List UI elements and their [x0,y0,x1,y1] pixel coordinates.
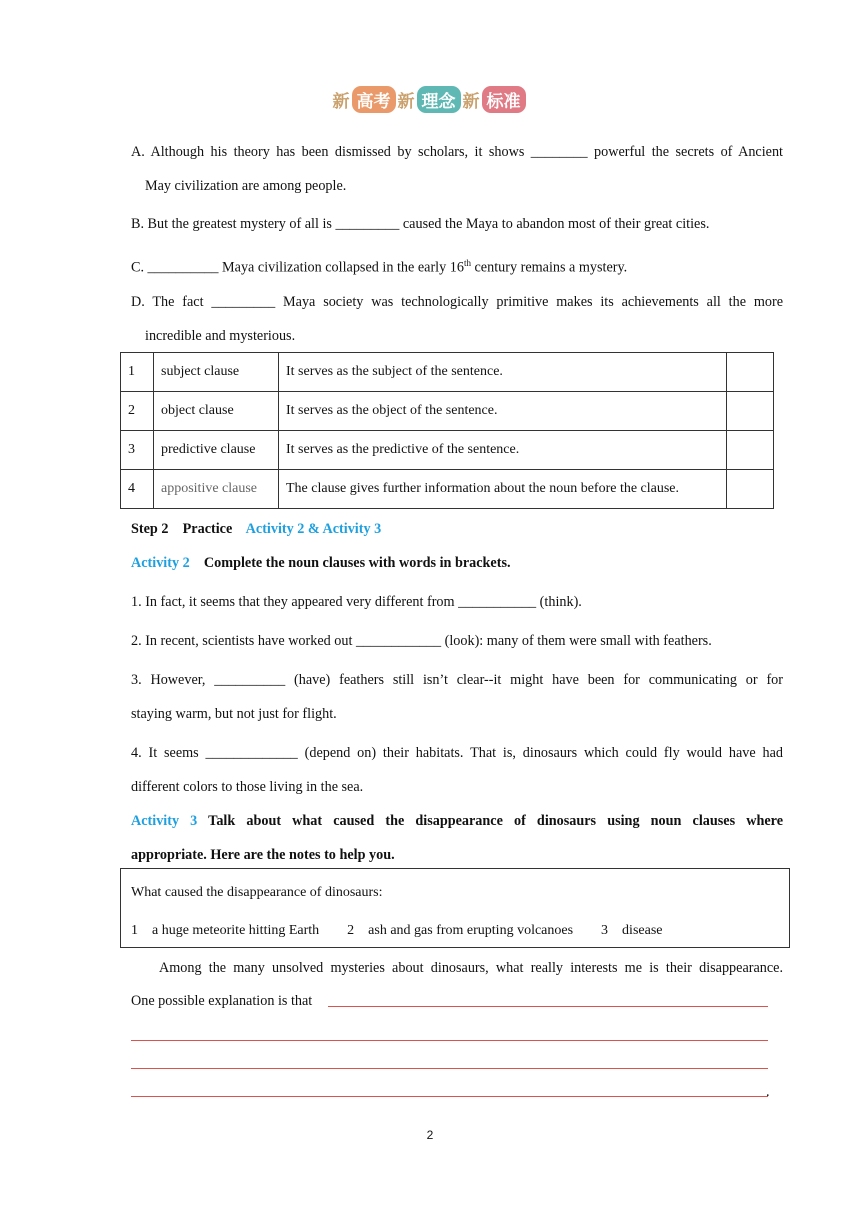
activity2-title: Complete the noun clauses with words in brackets. [203,555,511,571]
option-c-text: C. __________ Maya civilization collapsed in the early 16 [131,259,464,276]
clause-type: object clause [154,392,279,431]
logo-pill: 高考 [352,86,396,113]
activity3-heading-line1 [131,811,783,831]
clause-table [120,352,774,509]
option-c-text-end: century remains a mystery. [470,259,628,276]
option-a-line1: A. Although his theory has been dismissed by scholars, it shows ________ powerful the secrets of Ancient [131,144,783,160]
question-4-line1: 4. It seems _____________ (depend on) their habitats. That is, dinosaurs which could fly would have had [131,745,783,761]
activity3-heading-line2: appropriate. Here are the notes to help you. [131,847,395,863]
table-row [121,353,774,392]
question-1: 1. In fact, it seems that they appeared very different from ___________ (think). [131,594,582,610]
question-3-line1: 3. However, __________ (have) feathers still isn’t clear--it might have been for communicating or for [131,672,783,688]
activity3-title: Talk about what caused the disappearance of dinosaurs using noun clauses where [208,813,783,829]
table-row [121,470,774,509]
closing-period: . [766,1084,770,1100]
answer-cell[interactable] [727,470,774,509]
option-b: B. But the greatest mystery of all is _________ caused the Maya to abandon most of their great cities. [131,216,710,232]
option-d-line2: incredible and mysterious. [145,328,296,344]
clause-type: predictive clause [154,431,279,470]
option-c [131,253,627,278]
writing-paragraph-line2: One possible explanation is that [131,993,313,1009]
step2-heading [131,519,381,539]
question-4-line2: different colors to those living in the sea. [131,779,364,795]
row-number: 2 [121,392,154,431]
step2-activities: Activity 2 & Activity 3 [245,521,382,537]
question-2: 2. In recent, scientists have worked out ____________ (look): many of them were small with feathers. [131,633,712,649]
option-c-superscript: th [463,258,471,268]
answer-cell[interactable] [727,392,774,431]
table-row [121,431,774,470]
row-number: 3 [121,431,154,470]
row-number: 1 [121,353,154,392]
page-number: 2 [426,1128,434,1142]
answer-cell[interactable] [727,431,774,470]
answer-line[interactable] [131,1040,768,1041]
writing-paragraph-line1: Among the many unsolved mysteries about dinosaurs, what really interests me is their disappearance. [159,960,783,976]
question-3-line2: staying warm, but not just for flight. [131,706,337,722]
logo-pill: 理念 [417,86,461,113]
row-number: 4 [121,470,154,509]
logo-char: 新 [332,92,350,112]
notes-items: 1 a huge meteorite hitting Earth 2 ash and gas from erupting volcanoes 3 disease [131,923,663,938]
table-row [121,392,774,431]
clause-description: It serves as the predictive of the sentence. [279,431,727,470]
clause-type: subject clause [154,353,279,392]
logo-char: 新 [462,92,480,112]
activity2-heading [131,553,511,573]
clause-description: The clause gives further information about the noun before the clause. [279,470,727,509]
notes-title: What caused the disappearance of dinosaurs: [131,885,383,900]
notes-box [120,868,790,948]
answer-line[interactable] [131,1096,768,1097]
answer-line[interactable] [328,1006,768,1007]
clause-description: It serves as the object of the sentence. [279,392,727,431]
header-logo [0,86,860,113]
option-a-line2: May civilization are among people. [145,178,347,194]
option-d-line1: D. The fact _________ Maya society was technologically primitive makes its achievements all the more [131,294,783,310]
activity3-label: Activity 3 [131,813,198,829]
clause-type: appositive clause [154,470,279,509]
answer-cell[interactable] [727,353,774,392]
logo-pill: 标准 [482,86,526,113]
step2-label: Step 2 Practice [131,521,233,537]
answer-line[interactable] [131,1068,768,1069]
clause-description: It serves as the subject of the sentence. [279,353,727,392]
activity2-label: Activity 2 [131,555,190,571]
logo-char: 新 [397,92,415,112]
